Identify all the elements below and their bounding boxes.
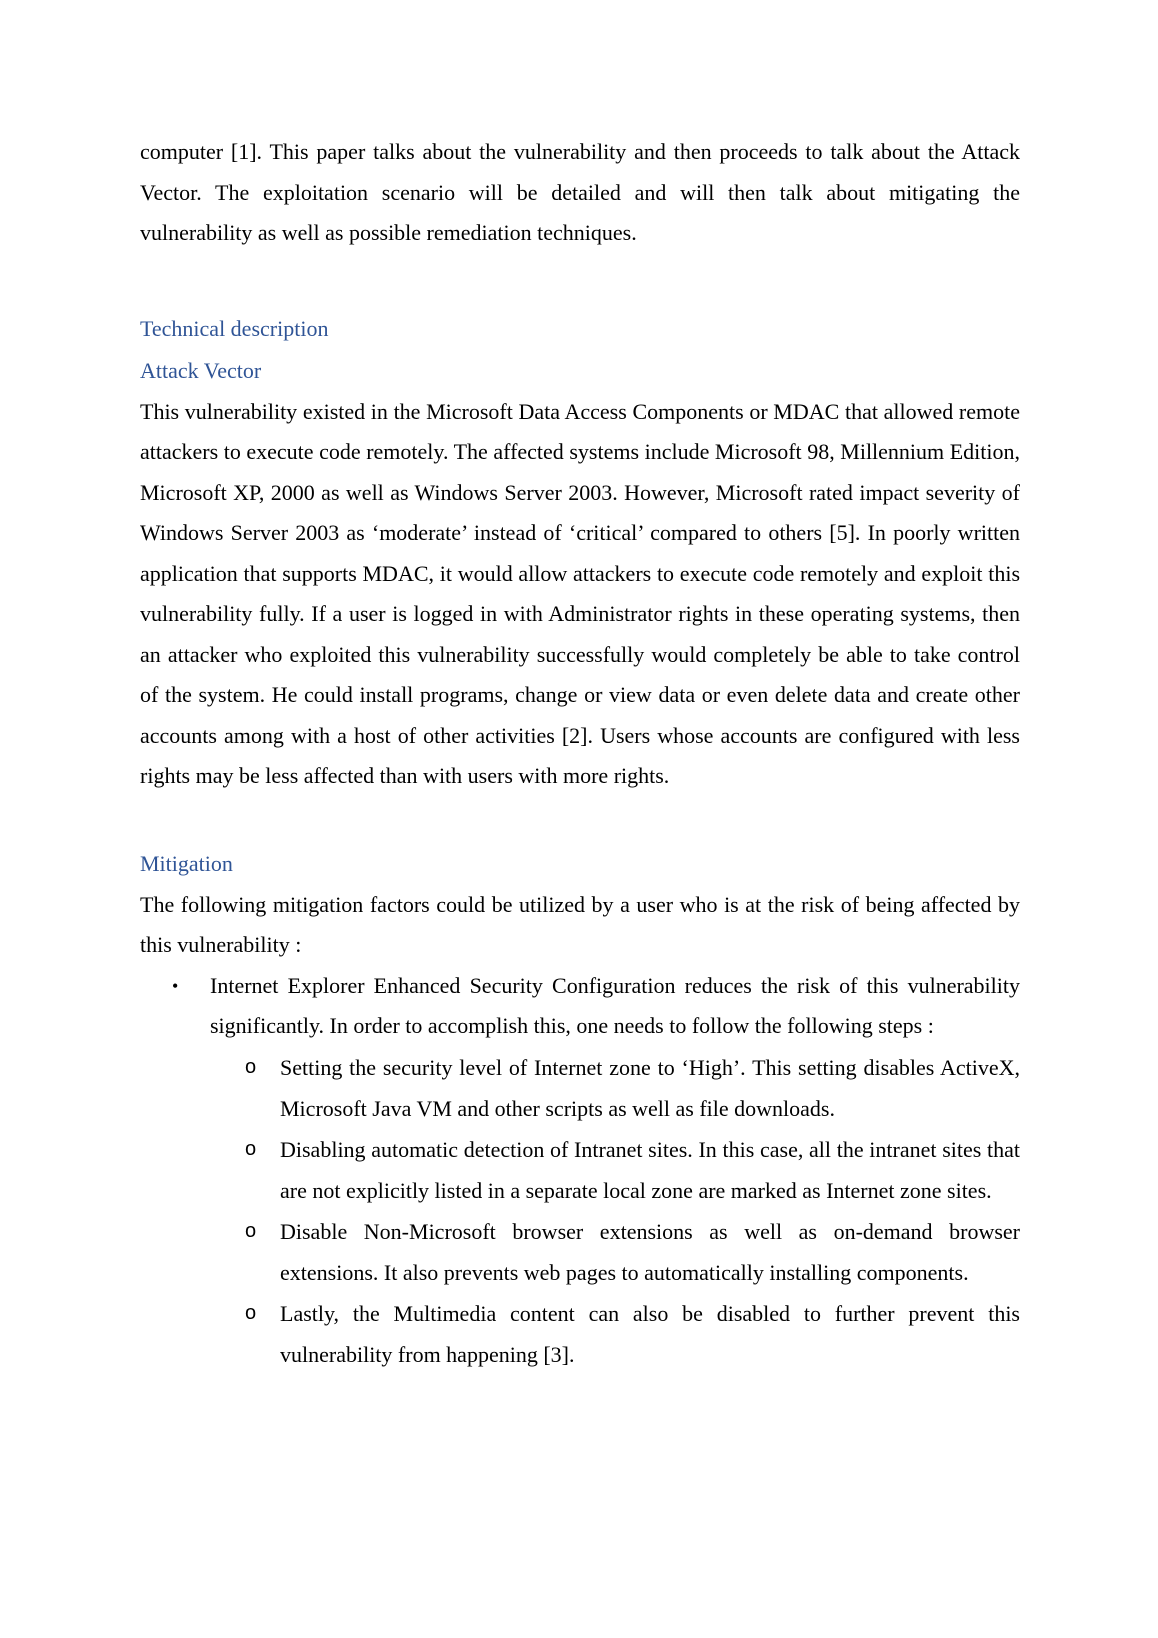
step-text: Disabling automatic detection of Intranet sites. In this case, all the intranet sites that are not explicitly listed in a separate local zone are marked as Internet zone sites. <box>280 1136 1020 1203</box>
step-item <box>245 1211 1020 1293</box>
sub-bullet-marker: o <box>245 1219 257 1242</box>
sub-bullet-marker: o <box>245 1301 257 1324</box>
step-text: Lastly, the Multimedia content can also be disabled to further prevent this vulnerability from happening [3]. <box>280 1300 1020 1367</box>
sub-bullet-marker: o <box>245 1055 257 1078</box>
spacer <box>140 254 1020 316</box>
step-text: Disable Non-Microsoft browser extensions as well as on-demand browser extensions. It also prevents web pages to automatically installing components. <box>280 1218 1020 1285</box>
mitigation-intro-paragraph: The following mitigation factors could be utilized by a user who is at the risk of being affected by this vulnerability : <box>140 891 1020 957</box>
step-item <box>245 1293 1020 1375</box>
spacer <box>140 797 1020 851</box>
intro-paragraph: computer [1]. This paper talks about the vulnerability and then proceeds to talk about the Attack Vector. The exploitation scenario will be detailed and will then talk about mitigating the vulnerability as well as possible remediation techniques. <box>140 139 1020 245</box>
mitigation-heading: Mitigation <box>140 850 233 876</box>
bullet-item-text: Internet Explorer Enhanced Security Configuration reduces the risk of this vulnerability significantly. In order to accomplish this, one needs to follow the following steps : <box>210 972 1020 1038</box>
attack-vector-paragraph: This vulnerability existed in the Microsoft Data Access Components or MDAC that allowed remote attackers to execute code remotely. The affected systems include Microsoft 98, Millennium Edition, Microsoft XP, 2000 as well as Windows Server 2003. However, Microsoft rated impact severity of Windows Server 2003 as ‘moderate’ instead of ‘critical’ compared to others [5]. In poorly written application that supports MDAC, it would allow attackers to execute code remotely and exploit this vulnerability fully. If a user is logged in with Administrator rights in these operating systems, then an attacker who exploited this vulnerability successfully would completely be able to take control of the system. He could install programs, change or view data or even delete data and create other accounts among with a host of other activities [2]. Users whose accounts are configured with less rights may be less affected than with users with more rights. <box>140 398 1020 788</box>
step-item <box>245 1129 1020 1211</box>
step-item <box>245 1047 1020 1129</box>
technical-description-heading: Technical description <box>140 315 329 341</box>
attack-vector-heading: Attack Vector <box>140 357 262 383</box>
document-page <box>140 132 1020 1375</box>
sub-bullet-marker: o <box>245 1137 257 1160</box>
bullet-item <box>172 966 1020 1375</box>
bullet-marker: • <box>172 975 179 996</box>
mitigation-bullet-list <box>140 966 1020 1375</box>
steps-list <box>210 1047 1020 1375</box>
step-text: Setting the security level of Internet zone to ‘High’. This setting disables ActiveX, Microsoft Java VM and other scripts as well as file downloads. <box>280 1054 1020 1121</box>
